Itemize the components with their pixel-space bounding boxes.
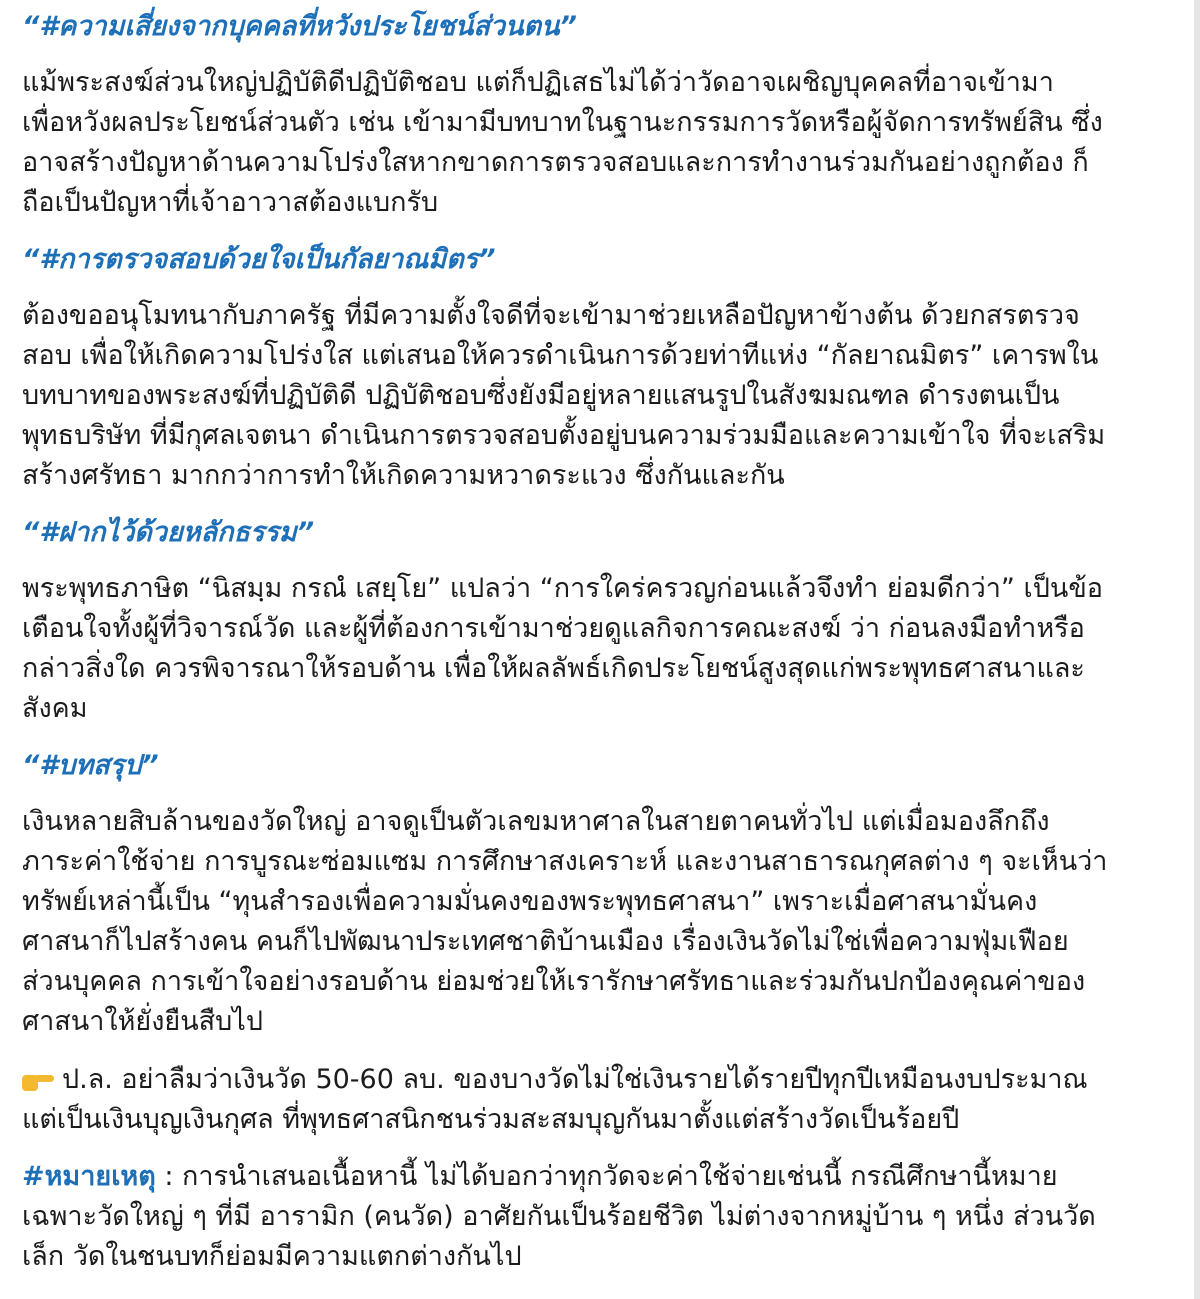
remark-note — [22, 1157, 1190, 1277]
text-line: เงินหลายสิบล้านของวัดใหญ่ อาจดูเป็นตัวเลขมหาศาลในสายตาคนทั่วไป แต่เมื่อมองลึกถึง — [22, 806, 1050, 837]
text-line: ต้องขออนุโมทนากับภาครัฐ ที่มีความตั้งใจดีที่จะเข้ามาช่วยเหลือปัญหาข้างต้น ด้วยกสรตรวจ — [22, 300, 1080, 331]
remark-text: : การนำเสนอเนื้อหานี้ ไม่ได้บอกว่าทุกวัดจะค่าใช้จ่ายเช่นนี้ กรณีศึกษานี้หมาย — [155, 1161, 1058, 1192]
section-paragraph — [22, 802, 1190, 1042]
text-line: เฉพาะวัดใหญ่ ๆ ที่มี อารามิก (คนวัด) อาศัยกันเป็นร้อยชีวิต ไม่ต่างจากหมู่บ้าน ๆ หนึ่ง ส่วนวัด — [22, 1201, 1096, 1232]
section-heading[interactable]: “#ความเสี่ยงจากบุคคลที่หวังประโยชน์ส่วนตน” — [22, 11, 577, 42]
section-dhamma — [22, 513, 1190, 729]
post-body — [22, 7, 1190, 1294]
text-line: ภาระค่าใช้จ่าย การบูรณะซ่อมแซม การศึกษาสงเคราะห์ และงานสาธารณกุศลต่าง ๆ จะเห็นว่า — [22, 846, 1108, 877]
section-heading[interactable]: “#ฝากไว้ด้วยหลักธรรม” — [22, 517, 315, 548]
text-line: ส่วนบุคคล การเข้าใจอย่างรอบด้าน ย่อมช่วยให้เรารักษาศรัทธาและร่วมกันปกป้องคุณค่าของ — [22, 966, 1086, 997]
scrollbar-edge — [1194, 0, 1200, 1299]
section-heading[interactable]: “#บทสรุป” — [22, 750, 159, 781]
text-line: ศาสนาให้ยั่งยืนสืบไป — [22, 1006, 263, 1037]
pointing-hand-icon — [22, 1067, 54, 1091]
section-conclusion — [22, 746, 1190, 1042]
text-line: สร้างศรัทธา มากกว่าการทำให้เกิดความหวาดระแวง ซึ่งกันและกัน — [22, 460, 785, 491]
section-paragraph — [22, 63, 1190, 223]
text-line: กล่าวสิ่งใด ควรพิจารณาให้รอบด้าน เพื่อให้ผลลัพธ์เกิดประโยชน์สูงสุดแก่พระพุทธศาสนาและ — [22, 653, 1085, 684]
ps-note — [22, 1060, 1190, 1140]
text-line: ทรัพย์เหล่านี้เป็น “ทุนสำรองเพื่อความมั่นคงของพระพุทธศาสนา” เพราะเมื่อศาสนามั่นคง — [22, 886, 1038, 917]
text-line: แต่เป็นเงินบุญเงินกุศล ที่พุทธศาสนิกชนร่วมสะสมบุญกันมาตั้งแต่สร้างวัดเป็นร้อยปี — [22, 1104, 960, 1135]
text-line: ศาสนาก็ไปสร้างคน คนก็ไปพัฒนาประเทศชาติบ้านเมือง เรื่องเงินวัดไม่ใช่เพื่อความฟุ่มเฟือย — [22, 926, 1069, 957]
section-friendly-audit — [22, 240, 1190, 496]
text-line: ถือเป็นปัญหาที่เจ้าอาวาสต้องแบกรับ — [22, 187, 439, 218]
text-line: บทบาทของพระสงฆ์ที่ปฏิบัติดี ปฏิบัติชอบซึ่งยังมีอยู่หลายแสนรูปในสังฆมณฑล ดำรงตนเป็น — [22, 380, 1060, 411]
text-line: เตือนใจทั้งผู้ที่วิจารณ์วัด และผู้ที่ต้องการเข้ามาช่วยดูแลกิจการคณะสงฆ์ ว่า ก่อนลงมือทำหรือ — [22, 613, 1085, 644]
text-line: แม้พระสงฆ์ส่วนใหญ่ปฏิบัติดีปฏิบัติชอบ แต่ก็ปฏิเสธไม่ได้ว่าวัดอาจเผชิญบุคคลที่อาจเข้ามา — [22, 67, 1054, 98]
text-line: เล็ก วัดในชนบทก็ย่อมมีความแตกต่างกันไป — [22, 1241, 522, 1272]
section-heading[interactable]: “#การตรวจสอบด้วยใจเป็นกัลยาณมิตร” — [22, 244, 496, 275]
text-line: สังคม — [22, 693, 88, 724]
section-personal-interest-risk — [22, 7, 1190, 223]
text-line: พุทธบริษัท ที่มีกุศลเจตนา ดำเนินการตรวจสอบตั้งอยู่บนความร่วมมือและความเข้าใจ ที่จะเสริม — [22, 420, 1106, 451]
ps-text: ป.ล. อย่าลืมว่าเงินวัด 50-60 ลบ. ของบางวัดไม่ใช่เงินรายได้รายปีทุกปีเหมือนงบประมาณ — [62, 1064, 1088, 1095]
text-line: สอบ เพื่อให้เกิดความโปร่งใส แต่เสนอให้ควรดำเนินการด้วยท่าทีแห่ง “กัลยาณมิตร” เคารพใน — [22, 340, 1099, 371]
text-line — [22, 1157, 1190, 1197]
section-paragraph — [22, 569, 1190, 729]
remark-hashtag[interactable]: #หมายเหตุ — [22, 1161, 156, 1192]
text-line — [22, 1060, 1190, 1100]
text-line: อาจสร้างปัญหาด้านความโปร่งใสหากขาดการตรวจสอบและการทำงานร่วมกันอย่างถูกต้อง ก็ — [22, 147, 1089, 178]
section-paragraph — [22, 296, 1190, 496]
text-line: เพื่อหวังผลประโยชน์ส่วนตัว เช่น เข้ามามีบทบาทในฐานะกรรมการวัดหรือผู้จัดการทรัพย์สิน ซึ่ง — [22, 107, 1103, 138]
text-line: พระพุทธภาษิต “นิสมฺม กรณํ เสยฺโย” แปลว่า “การใคร่ครวญก่อนแล้วจึงทำ ย่อมดีกว่า” เป็นข้อ — [22, 573, 1104, 604]
